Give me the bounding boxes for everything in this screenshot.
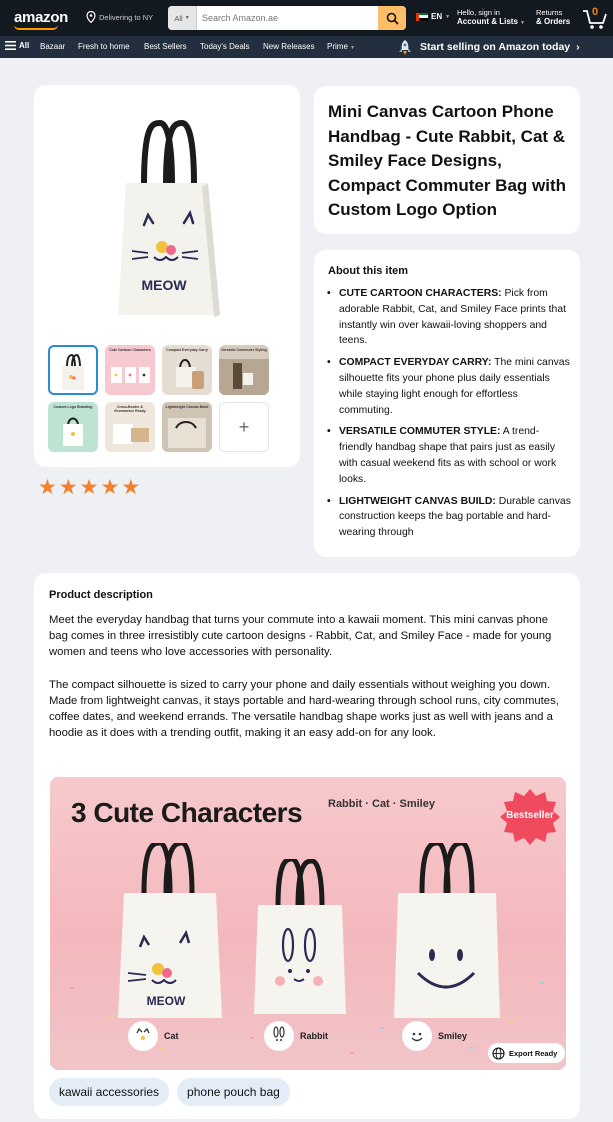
cat-bag-image: [116, 843, 226, 1023]
chevron-down-icon: ▼: [350, 45, 356, 51]
product-title-card: [314, 86, 580, 234]
thumbnail-3[interactable]: [162, 345, 212, 395]
bullet-text: The mini canvas silhouette fits your phone plus daily essentials while staying light enough for effortless commuting.: [339, 357, 570, 416]
prime-label: Prime: [327, 42, 348, 51]
rabbit-character-label: [264, 1021, 328, 1051]
nav-item-fresh[interactable]: Fresh to home: [78, 42, 130, 51]
banner-title: 3 Cute Characters: [71, 797, 303, 828]
thumbnail-canvas-image: [162, 402, 212, 452]
chevron-down-icon: ▼: [445, 13, 451, 20]
thumbnail-caption: Custom Logo Branding: [53, 405, 93, 409]
hamburger-icon: [5, 41, 16, 50]
cat-bag-text: MEOW: [146, 994, 186, 1008]
location-pin-icon: [86, 11, 96, 23]
nav-item-prime[interactable]: [327, 42, 355, 51]
chevron-down-icon: ▼: [520, 20, 525, 26]
bullet-lead: LIGHTWEIGHT CANVAS BUILD:: [339, 495, 496, 507]
star-icon: ★: [58, 476, 78, 499]
nav-item-new-releases[interactable]: New Releases: [263, 42, 315, 51]
delivery-location[interactable]: [86, 11, 153, 23]
smiley-label: Smiley: [438, 1031, 468, 1041]
logo-smile-icon: [14, 25, 58, 30]
star-icon: ★: [100, 476, 120, 499]
thumbnail-caption: Compact Everyday Carry: [166, 348, 208, 352]
star-rating[interactable]: [38, 478, 140, 498]
thumbnail-caption: Cute Cartoon Characters: [109, 348, 151, 352]
thumbnail-2[interactable]: [105, 345, 155, 395]
thumbnail-6[interactable]: [105, 402, 155, 452]
characters-banner-image: [50, 777, 566, 1070]
thumbnail-street-image: [219, 345, 269, 395]
delivery-text: Delivering to NY: [99, 12, 154, 22]
thumbnail-5[interactable]: [48, 402, 98, 452]
bullet-text: Durable canvas construction keeps the bag portable and hard-wearing through: [339, 495, 571, 539]
banner-subtitle: Rabbit · Cat · Smiley: [328, 798, 435, 810]
main-image-text: MEOW: [141, 277, 187, 293]
star-icon: ★: [38, 476, 57, 499]
nav-item-todays-deals[interactable]: Today's Deals: [200, 42, 250, 51]
bullet-lead: CUTE CARTOON CHARACTERS:: [339, 288, 502, 299]
thumbnail-caption: Cross-Border & Ecommerce Ready: [114, 405, 146, 413]
smiley-character-label: [402, 1021, 467, 1051]
search-bar: [168, 6, 406, 30]
logo-text: amazon: [14, 9, 69, 26]
tag-phone-pouch-bag[interactable]: phone pouch bag: [177, 1078, 290, 1106]
thumbnail-caption: Versatile Commuter Styling: [221, 348, 267, 352]
rocket-icon: [396, 39, 414, 56]
thumbnail-logo-image: [48, 402, 98, 452]
secondary-navigation-bar: [0, 36, 613, 58]
all-label: All: [19, 41, 30, 50]
description-paragraph-1: Meet the everyday handbag that turns your commute into a kawaii moment. This mini canvas phone bag comes in three irresistibly cute cartoon designs - Rabbit, Cat, and Smiley Face - made for young women and teens who love accessories with personality.: [49, 614, 552, 658]
amazon-logo[interactable]: [14, 9, 68, 26]
thumbnail-4[interactable]: [219, 345, 269, 395]
cart-count: 0: [592, 6, 599, 18]
description-paragraph-2: The compact silhouette is sized to carry your phone and daily essentials without weighing you down. Made from lightweight canvas, it stays portable and hard-wearing through school runs, city commutes, coffee dates, and weekend errands. The versatile handbag shape works just as well with jeans and a hoodie as it does with a trending outfit, making it an easy add-on for any look.: [49, 679, 559, 739]
all-menu-button[interactable]: [5, 41, 29, 50]
star-icon: ★: [121, 476, 141, 499]
uae-flag-icon: [416, 13, 428, 21]
thumbnail-hand-bag-image: [162, 345, 212, 395]
feature-bullet: [326, 355, 572, 418]
rabbit-bag-image: [250, 859, 350, 1019]
cart-button[interactable]: [582, 4, 608, 32]
bullet-text: A trend-friendly handbag shape that pairs just as easily with casual weekend fits as with school or work looks.: [339, 426, 557, 485]
product-title: Mini Canvas Cartoon Phone Handbag - Cute Rabbit, Cat & Smiley Face Designs, Compact Commuter Bag with Custom Logo Option: [328, 102, 567, 219]
search-icon: [386, 12, 399, 25]
language-label: EN: [431, 12, 443, 21]
cat-character-label: [128, 1021, 179, 1051]
bullet-text: Pick from adorable Rabbit, Cat, and Smiley Face prints that instantly win over kawaii-loving shoppers and teens.: [339, 288, 566, 347]
cat-label: Cat: [164, 1031, 179, 1041]
image-gallery: [34, 85, 300, 467]
search-input[interactable]: [197, 6, 378, 30]
about-this-item: [314, 250, 580, 557]
search-category-label: All: [174, 13, 183, 23]
smiley-face-icon: [402, 1021, 432, 1051]
feature-bullet: [326, 286, 572, 349]
smiley-bag-image: [390, 843, 505, 1023]
search-category-select[interactable]: [168, 6, 197, 30]
nav-item-best-sellers[interactable]: Best Sellers: [144, 42, 187, 51]
orders-label: & Orders: [536, 17, 571, 26]
rabbit-label: Rabbit: [300, 1031, 328, 1041]
description-heading: Product description: [49, 589, 153, 601]
account-menu[interactable]: [457, 8, 525, 28]
language-selector[interactable]: [416, 12, 450, 21]
star-icon: ★: [79, 476, 99, 499]
chevron-down-icon: ▼: [184, 15, 190, 21]
bullet-lead: COMPACT EVERYDAY CARRY:: [339, 357, 492, 369]
search-button[interactable]: [378, 6, 406, 30]
signin-greeting: Hello, sign in: [457, 8, 500, 17]
thumbnail-1[interactable]: [48, 345, 98, 395]
product-description: [34, 573, 580, 1119]
tag-kawaii-accessories[interactable]: kawaii accessories: [49, 1078, 169, 1106]
export-ready-chip: [488, 1043, 565, 1063]
feature-bullet: [326, 494, 572, 541]
globe-icon: [492, 1047, 505, 1060]
chevron-right-icon: ›: [576, 41, 580, 53]
cat-face-icon: [128, 1021, 158, 1051]
account-lists-label: Account & Lists: [457, 17, 518, 26]
tag-list: [49, 1078, 290, 1106]
returns-label: Returns: [536, 8, 563, 17]
bestseller-badge: [500, 787, 560, 847]
thumbnail-caption: Lightweight Canvas Build: [165, 405, 209, 409]
feature-bullet: [326, 424, 572, 487]
about-heading: About this item: [328, 265, 409, 277]
badge-label: Bestseller: [506, 810, 554, 821]
nav-item-bazaar[interactable]: Bazaar: [40, 42, 66, 51]
rabbit-face-icon: [264, 1021, 294, 1051]
feature-bullets: [326, 286, 572, 547]
add-image-button[interactable]: [219, 402, 269, 452]
returns-orders-link[interactable]: [536, 8, 570, 26]
thumbnail-7[interactable]: [162, 402, 212, 452]
main-product-image[interactable]: [102, 105, 232, 325]
plus-icon: +: [238, 416, 250, 437]
thumbnail-bags-image: [105, 345, 155, 395]
promo-text: Start selling on Amazon today: [420, 41, 571, 53]
bullet-lead: VERSATILE COMMUTER STYLE:: [339, 426, 501, 438]
top-navigation-bar: [0, 0, 613, 36]
thumbnail-bag-image: [50, 347, 96, 393]
start-selling-promo[interactable]: [396, 39, 580, 55]
export-label: Export Ready: [509, 1048, 558, 1058]
